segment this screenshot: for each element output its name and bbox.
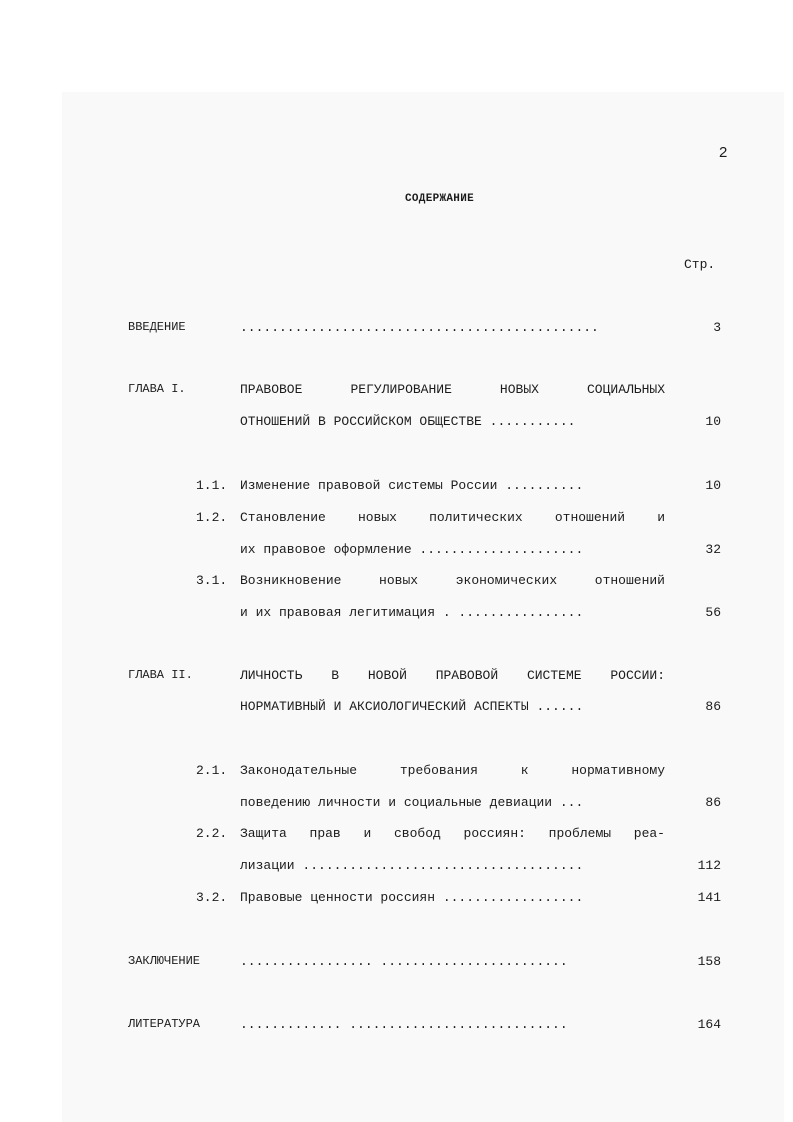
toc-section-number: 2.1.	[196, 763, 228, 778]
toc-label-literature: ЛИТЕРАТУРА	[128, 1017, 201, 1031]
toc-label-chapter-1: ГЛАВА I.	[128, 382, 186, 396]
toc-dots: ..............................................	[240, 320, 599, 335]
toc-chapter-1-title-line-2: ОТНОШЕНИЙ В РОССИЙСКОМ ОБЩЕСТВЕ ...........	[240, 414, 576, 429]
toc-section-title: Изменение правовой системы России ..........	[240, 478, 584, 493]
toc-page-number: 3	[713, 320, 721, 335]
toc-chapter-1-title-line-1: ПРАВОВОЕ РЕГУЛИРОВАНИЕ НОВЫХ СОЦИАЛЬНЫХ	[240, 382, 665, 397]
toc-section-title-cont: их правовое оформление .....................	[240, 542, 584, 557]
page-column-header: Стр.	[684, 257, 716, 272]
toc-section-title-cont: поведению личности и социальные девиации ...	[240, 795, 584, 810]
toc-chapter-2-title-line-1: ЛИЧНОСТЬ В НОВОЙ ПРАВОВОЙ СИСТЕМЕ РОССИИ:	[240, 668, 665, 683]
toc-page-number: 164	[697, 1017, 721, 1032]
toc-dots: ................. ........................	[240, 954, 568, 969]
toc-section-number: 3.2.	[196, 890, 228, 905]
page-title: СОДЕРЖАНИЕ	[405, 193, 475, 205]
toc-section-number: 2.2.	[196, 826, 228, 841]
toc-page-number: 141	[697, 890, 721, 905]
toc-section-title-cont: и их правовая легитимация . ................	[240, 605, 584, 620]
toc-page-number: 10	[705, 478, 721, 493]
toc-section-number: 1.1.	[196, 478, 228, 493]
toc-section-number: 3.1.	[196, 573, 228, 588]
toc-section-title: Защита прав и свобод россиян: проблемы реа-	[240, 826, 665, 841]
toc-label-conclusion: ЗАКЛЮЧЕНИЕ	[128, 954, 201, 968]
toc-section-title: Законодательные требования к нормативному	[240, 763, 665, 778]
toc-dots: ............. ............................	[240, 1017, 568, 1032]
toc-page-number: 32	[705, 542, 721, 557]
toc-label-introduction: ВВЕДЕНИЕ	[128, 320, 186, 334]
toc-page-number: 86	[705, 795, 721, 810]
toc-chapter-2-title-line-2: НОРМАТИВНЫЙ И АКСИОЛОГИЧЕСКИЙ АСПЕКТЫ ......	[240, 699, 584, 714]
toc-section-number: 1.2.	[196, 510, 228, 525]
toc-section-title: Правовые ценности россиян ..................	[240, 890, 584, 905]
toc-page-number: 56	[705, 605, 721, 620]
toc-section-title-cont: лизации ....................................	[240, 858, 584, 873]
toc-page-number: 112	[697, 858, 721, 873]
toc-page-number: 158	[697, 954, 721, 969]
toc-page-number: 10	[705, 414, 721, 429]
toc-label-chapter-2: ГЛАВА II.	[128, 668, 193, 682]
toc-section-title: Становление новых политических отношений и	[240, 510, 665, 525]
toc-page-number: 86	[705, 699, 721, 714]
page-number: 2	[719, 144, 728, 161]
toc-section-title: Возникновение новых экономических отношений	[240, 573, 665, 588]
